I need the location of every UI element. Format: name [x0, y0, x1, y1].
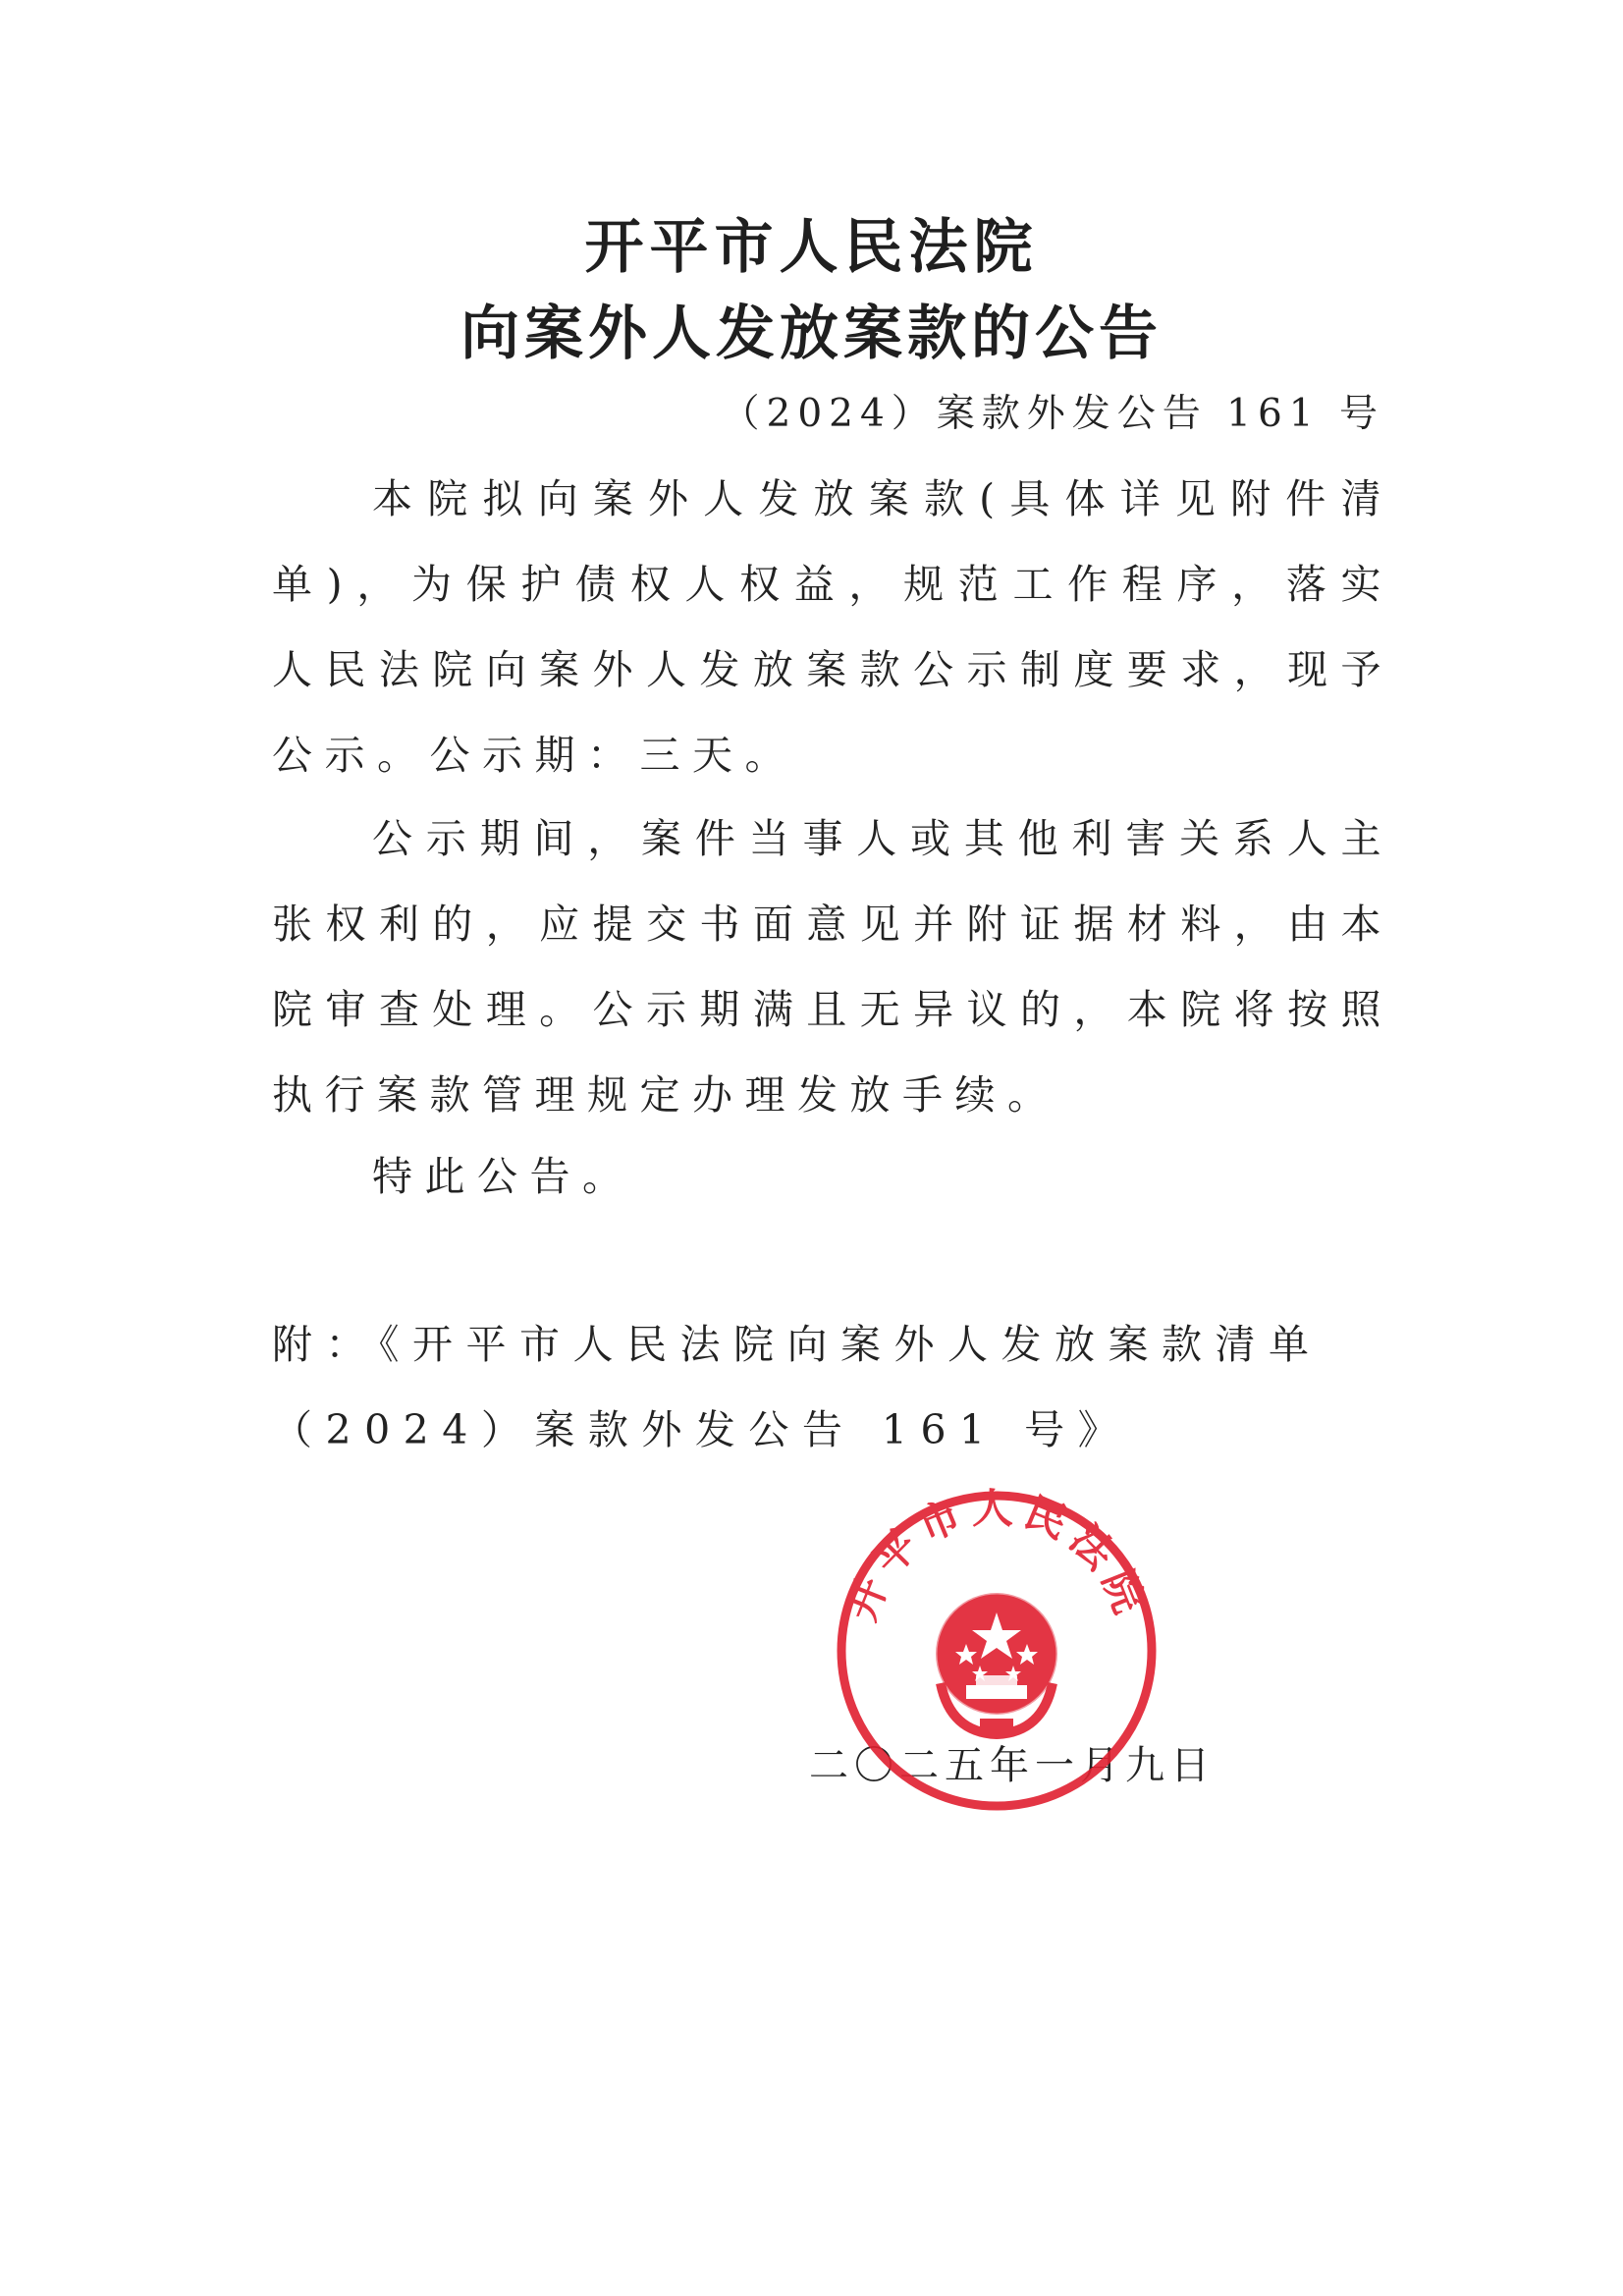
court-seal-graphic: [833, 1487, 1161, 1815]
issue-date: 二〇二五年一月九日: [809, 1743, 1216, 1788]
paragraph-1: 本院拟向案外人发放案款(具体详见附件清单)，为保护债权人权益，规范工作程序，落实人民法院向案外人发放案款公示制度要求，现予公示。公示期：三天。: [272, 475, 1393, 779]
document-number: （2024）案款外发公告 161 号: [721, 392, 1384, 436]
paragraph-3: 特此公告。: [372, 1153, 635, 1200]
title-line-2: 向案外人发放案款的公告: [460, 300, 1163, 368]
court-seal: [833, 1487, 1161, 1815]
national-emblem-icon: [936, 1593, 1057, 1734]
attachment-note: 附：《开平市人民法院向案外人发放案款清单（2024）案款外发公告 161 号》: [272, 1321, 1323, 1453]
paragraph-2: 公示期间，案件当事人或其他利害关系人主张权利的，应提交书面意见并附证据材料，由本院审查处理。公示期满且无异议的，本院将按照执行案款管理规定办理发放手续。: [272, 815, 1393, 1119]
title-line-1: 开平市人民法院: [584, 213, 1039, 282]
seal-text: 开平市人民法院: [837, 1487, 1157, 1627]
